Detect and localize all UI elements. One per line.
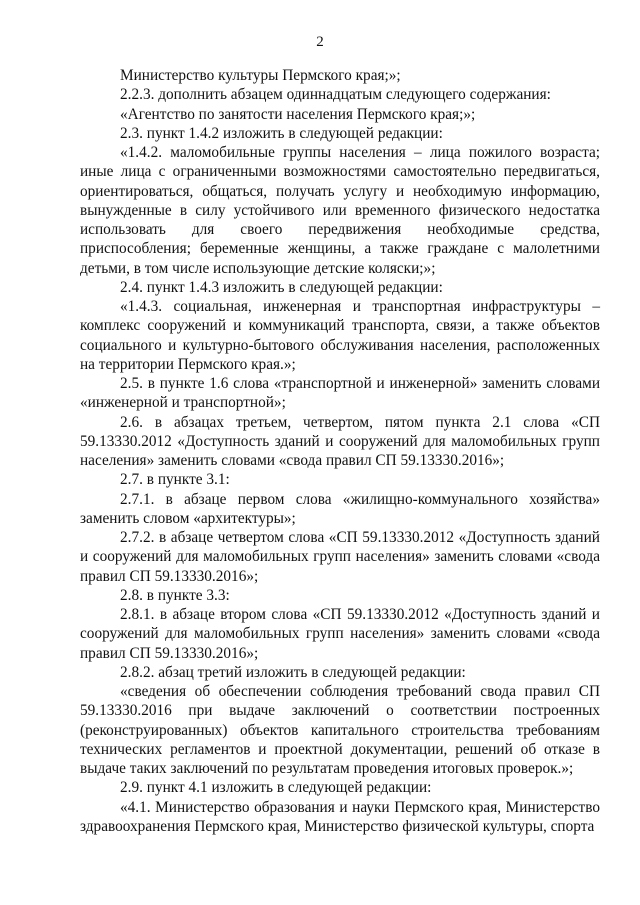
paragraph: 2.8.1. в абзаце втором слова «СП 59.13330.2012 «Доступность зданий и сооружений для маломобильных групп населения» заменить словами «свода правил СП 59.13330.2016»;	[80, 606, 600, 662]
paragraph: «4.1. Министерство образования и науки Пермского края, Министерство здравоохранения Пермского края, Министерство физической культуры, спорта	[80, 798, 600, 835]
paragraph: 2.3. пункт 1.4.2 изложить в следующей редакции:	[120, 124, 443, 142]
paragraph: 2.6. в абзацах третьем, четвертом, пятом пункта 2.1 слова «СП 59.13330.2012 «Доступность зданий и сооружений для маломобильных групп населения» заменить словами «свода правил СП 59.13330.2016»;	[80, 413, 600, 469]
paragraph: 2.5. в пункте 1.6 слова «транспортной и инженерной» заменить словами «инженерной и транспортной»;	[80, 375, 600, 412]
paragraph: 2.7.1. в абзаце первом слова «жилищно-коммунального хозяйства» заменить словом «архитектуры»;	[80, 490, 600, 527]
paragraph: 2.7.2. в абзаце четвертом слова «СП 59.13330.2012 «Доступность зданий и сооружений для маломобильных групп населения» заменить словами «свода правил СП 59.13330.2016»;	[80, 529, 600, 585]
paragraph: «1.4.2. маломобильные группы населения – лица пожилого возраста; иные лица с ограниченными возможностями самостоятельно передвигаться, ориентироваться, общаться, получать услугу и необходимую информацию, вынужденные в силу устойчивого или временного физического недостатка использовать для своего передвижения необходимые средства, приспособления; беременные женщины, а также граждане с малолетними детьми, в том числе использующие детские коляски;»;	[80, 144, 600, 277]
paragraph: 2.4. пункт 1.4.3 изложить в следующей редакции:	[120, 278, 443, 296]
paragraph: 2.2.3. дополнить абзацем одиннадцатым следующего содержания:	[120, 86, 551, 104]
paragraph: 2.8. в пункте 3.3:	[120, 586, 230, 604]
paragraph: 2.7. в пункте 3.1:	[120, 471, 230, 489]
paragraph: 2.8.2. абзац третий изложить в следующей редакции:	[120, 663, 466, 681]
paragraph: Министерство культуры Пермского края;»;	[120, 67, 401, 84]
paragraph: «1.4.3. социальная, инженерная и транспортная инфраструктуры – комплекс сооружений и коммуникаций транспорта, связи, а также объектов социального и культурно-бытового обслуживания населения, расположенных на территории Пермского края.»;	[80, 298, 600, 373]
paragraph: 2.9. пункт 4.1 изложить в следующей редакции:	[120, 779, 432, 797]
document-body	[80, 66, 600, 836]
paragraph: «сведения об обеспечении соблюдения требований свода правил СП 59.13330.2016 при выдаче заключений о соответствии построенных (реконструированных) объектов капитального строительства требованиям технических регламентов и проектной документации, решений об отказе в выдаче таких заключений по результатам проведения итоговых проверок.»;	[80, 683, 600, 777]
page-number: 2	[316, 34, 324, 50]
paragraph: «Агентство по занятости населения Пермского края;»;	[120, 105, 476, 123]
